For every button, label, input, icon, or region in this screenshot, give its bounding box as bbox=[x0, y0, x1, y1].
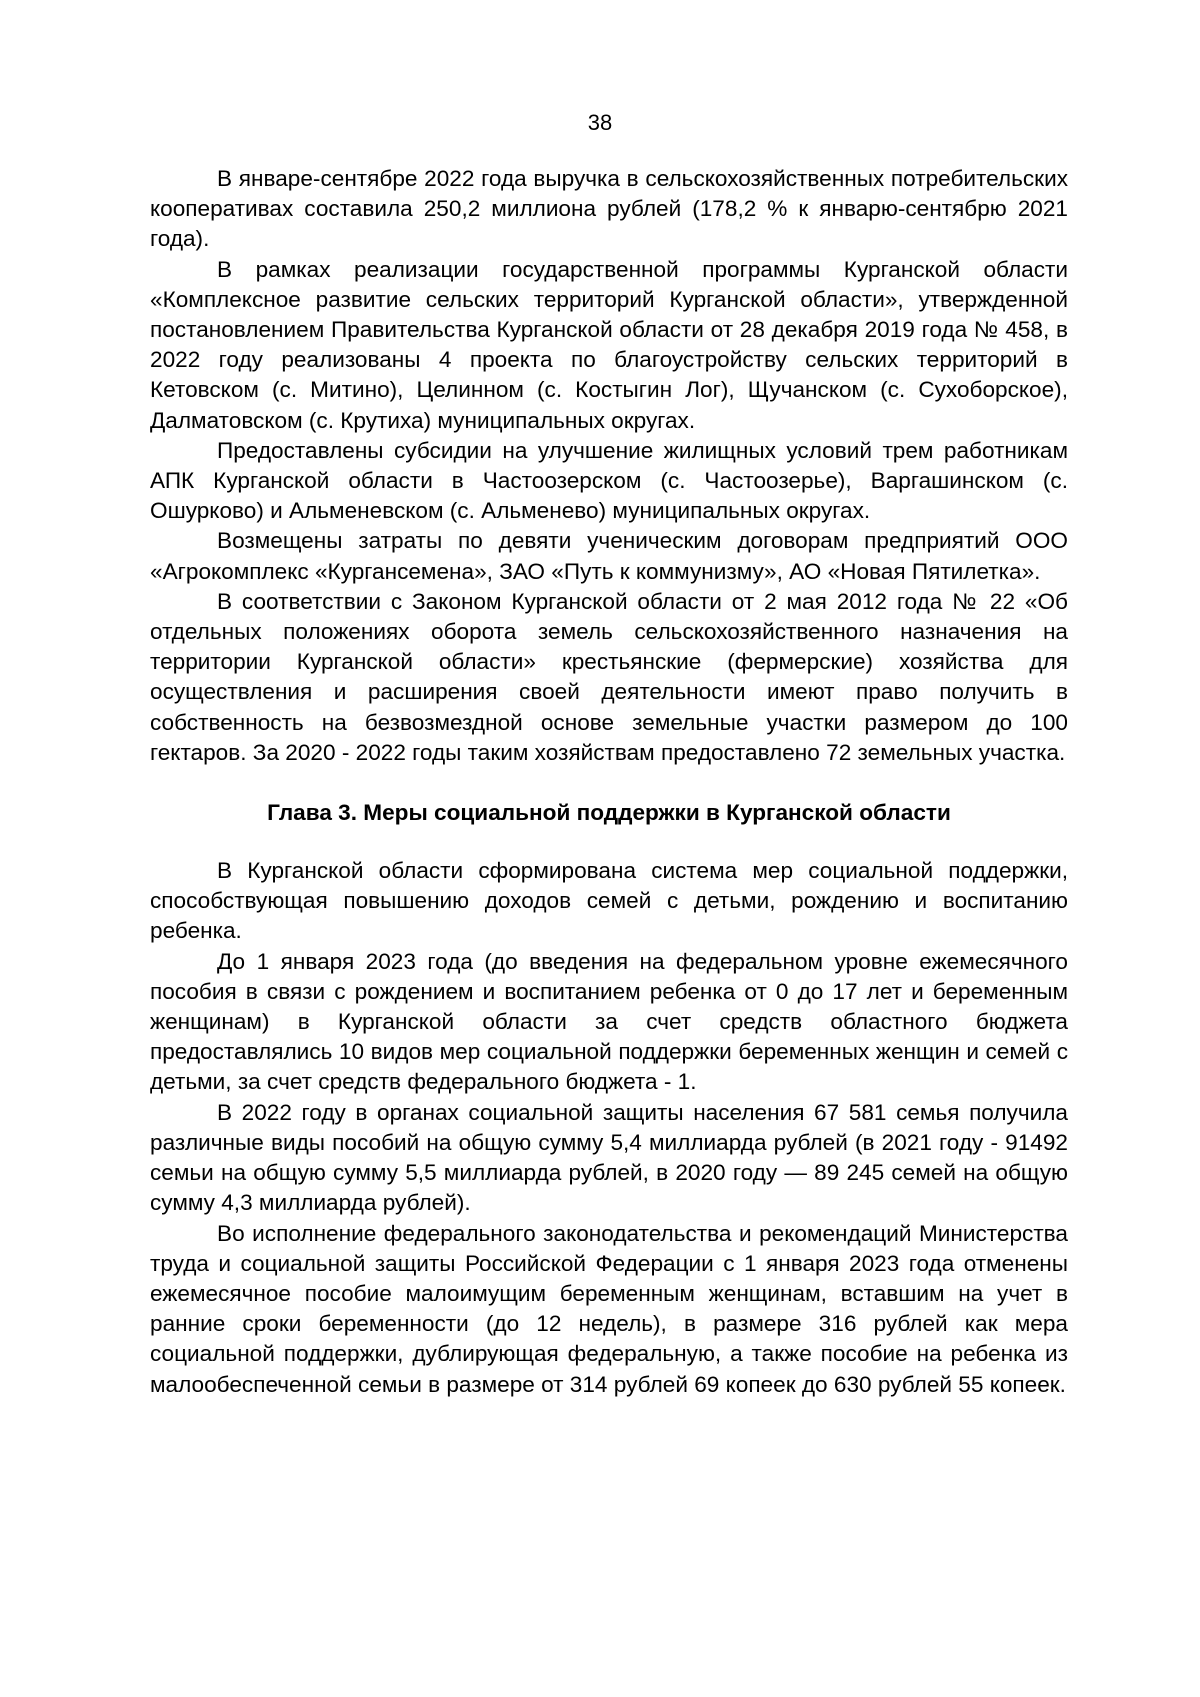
paragraph-support-measures-before-2023: До 1 января 2023 года (до введения на федеральном уровне ежемесячного пособия в связи с рождением и воспитанием ребенка от 0 до 17 лет и беременным женщинам) в Курганской области за счет средств областного бюджета предоставлялись 10 видов мер социальной поддержки беременных женщин и семей с детьми, за счет средств федерального бюджета - 1. bbox=[150, 948, 1068, 1095]
paragraph-land-law: В соответствии с Законом Курганской области от 2 мая 2012 года № 22 «Об отдельных положениях оборота земель сельскохозяйственного назначения на территории Курганской области» крестьянские (фермерские) хозяйства для осуществления и расширения своей деятельности имеют право получить в собственность на безвозмездной основе земельные участки размером до 100 гектаров. За 2020 - 2022 годы таким хозяйствам предоставлено 72 земельных участка. bbox=[150, 588, 1068, 765]
paragraph-benefits-statistics: В 2022 году в органах социальной защиты населения 67 581 семья получила различные виды пособий на общую сумму 5,4 миллиарда рублей (в 2021 году - 91492 семьи на общую сумму 5,5 миллиарда рублей, в 2020 году — 89 245 семей на общую сумму 4,3 миллиарда рублей). bbox=[150, 1099, 1068, 1216]
paragraph-housing-subsidies: Предоставлены субсидии на улучшение жилищных условий трем работникам АПК Курганской области в Частоозерском (с. Частоозерье), Варгашинском (с. Ошурково) и Альменевском (с. Альменево) муниципальных округах. bbox=[150, 437, 1068, 524]
paragraph-rural-development-program: В рамках реализации государственной программы Курганской области «Комплексное развитие сельских территорий Курганской области», утвержденной постановлением Правительства Курганской области от 28 декабря 2019 года № 458, в 2022 году реализованы 4 проекта по благоустройству сельских территорий в Кетовском (с. Митино), Целинном (с. Костыгин Лог), Щучанском (с. Сухоборское), Далматовском (с. Крутиха) муниципальных округах. bbox=[150, 256, 1068, 433]
paragraph-training-contracts: Возмещены затраты по девяти ученическим договорам предприятий ООО «Агрокомплекс «Кургансемена», ЗАО «Путь к коммунизму», АО «Новая Пятилетка». bbox=[150, 528, 1068, 584]
paragraph-cooperatives-revenue: В январе-сентябре 2022 года выручка в сельскохозяйственных потребительских кооперативах составила 250,2 миллиона рублей (178,2 % к январю-сентябрю 2021 года). bbox=[150, 166, 1068, 252]
document-body bbox=[150, 164, 1068, 1400]
page-number: 38 bbox=[587, 110, 613, 135]
paragraph-cancelled-benefits: Во исполнение федерального законодательства и рекомендаций Министерства труда и социальной защиты Российской Федерации с 1 января 2023 года отменены ежемесячное пособие малоимущим беременным женщинам, вставшим на учет в ранние сроки беременности (до 12 недель), в размере 316 рублей как мера социальной поддержки, дублирующая федеральную, а также пособие на ребенка из малообеспеченной семьи в размере от 314 рублей 69 копеек до 630 рублей 55 копеек. bbox=[150, 1220, 1068, 1397]
paragraph-social-support-system: В Курганской области сформирована система мер социальной поддержки, способствующая повышению доходов семей с детьми, рождению и воспитанию ребенка. bbox=[150, 858, 1068, 944]
chapter-heading: Глава 3. Меры социальной поддержки в Курганской области bbox=[267, 800, 951, 826]
